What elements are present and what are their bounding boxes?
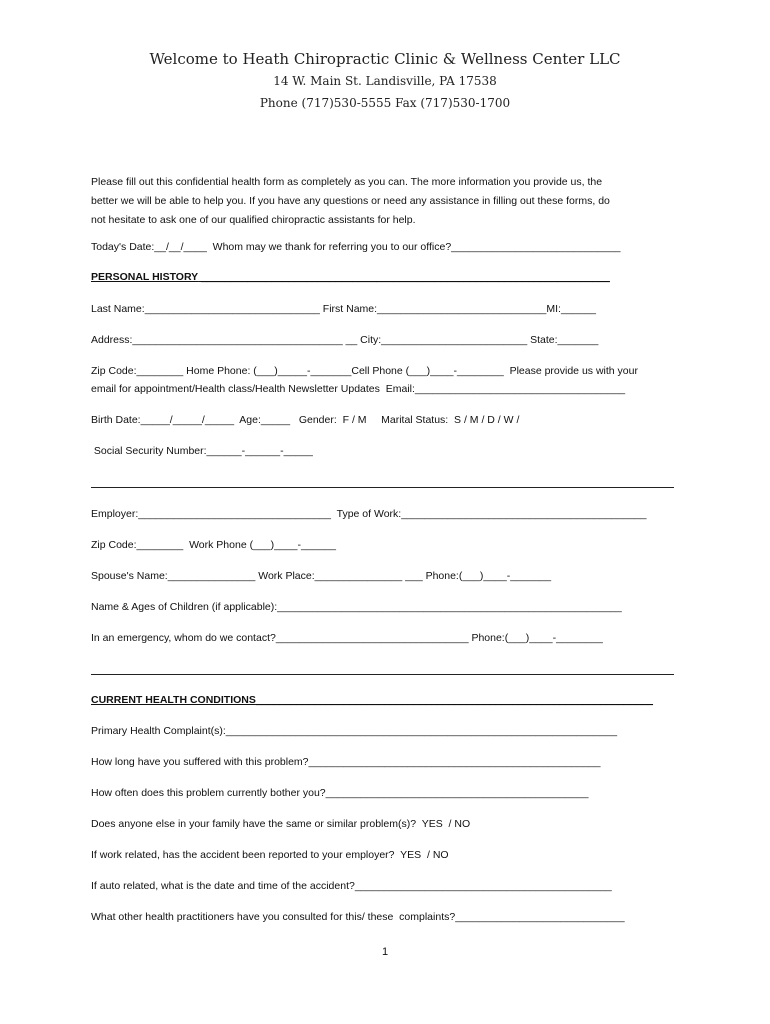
clinic-address: 14 W. Main St. Landisville, PA 17538 [273,74,497,88]
emergency-contact-field[interactable]: In an emergency, whom do we contact?_________________________________ Phone:(___)____-________ [91,632,603,644]
name-field[interactable]: Last Name:______________________________ First Name:_____________________________MI:______ [91,303,597,315]
current-health-heading [91,694,653,707]
work-zip-phone-field[interactable]: Zip Code:________ Work Phone (___)____-______ [91,539,336,551]
zip-phone-field[interactable]: Zip Code:________ Home Phone: (___)_____-_______Cell Phone (___)____-________ Please provide us with your [91,365,638,377]
address-field[interactable]: Address:____________________________________ __ City:_________________________ State:_______ [91,334,599,346]
section-divider [91,674,674,675]
family-history-field[interactable]: Does anyone else in your family have the same or similar problem(s)? YES / NO [91,818,471,830]
birth-age-gender-field[interactable]: Birth Date:_____/_____/_____ Age:_____ Gender: F / M Marital Status: S / M / D / W / [91,414,520,426]
personal-history-underline: ______________________________________________________________________ [198,271,610,283]
page-number: 1 [381,946,389,958]
spouse-field[interactable]: Spouse's Name:_______________ Work Place:_______________ ___ Phone:(___)____-_______ [91,570,552,582]
other-practitioners-field[interactable]: What other health practitioners have you consulted for this/ these complaints?_____________________________ [91,911,625,923]
personal-history-label: PERSONAL HISTORY [91,271,199,283]
clinic-phone-fax: Phone (717)530-5555 Fax (717)530-1700 [259,96,511,110]
clinic-title: Welcome to Heath Chiropractic Clinic & Wellness Center LLC [149,50,621,68]
current-health-label: CURRENT HEALTH CONDITIONS [91,694,256,706]
intro-line: Please fill out this confidential health form as completely as you can. The more information you provide us, the [91,176,603,188]
duration-field[interactable]: How long have you suffered with this problem?__________________________________________________ [91,756,601,768]
primary-complaint-field[interactable]: Primary Health Complaint(s):___________________________________________________________________ [91,725,618,737]
current-health-underline: ____________________________________________________________________ [255,694,653,706]
personal-history-heading [91,271,610,284]
intro-line: not hesitate to ask one of our qualified chiropractic assistants for help. [91,214,416,226]
intro-line: better we will be able to help you. If you have any questions or need any assistance in filling out these forms, do [91,195,610,207]
intro-paragraph [91,173,691,230]
ssn-field[interactable]: Social Security Number:______-______-_____ [91,445,313,457]
employer-field[interactable]: Employer:_________________________________ Type of Work:__________________________________________ [91,508,647,520]
auto-related-field[interactable]: If auto related, what is the date and time of the accident?____________________________________________ [91,880,612,892]
frequency-field[interactable]: How often does this problem currently bother you?_____________________________________________ [91,787,589,799]
section-divider [91,487,674,488]
date-referral-field[interactable]: Today's Date:__/__/____ Whom may we thank for referring you to our office?_____________________________ [91,241,621,253]
children-field[interactable]: Name & Ages of Children (if applicable):___________________________________________________________ [91,601,622,613]
work-related-field[interactable]: If work related, has the accident been reported to your employer? YES / NO [91,849,449,861]
email-field[interactable]: email for appointment/Health class/Health Newsletter Updates Email:____________________________________ [91,383,626,395]
